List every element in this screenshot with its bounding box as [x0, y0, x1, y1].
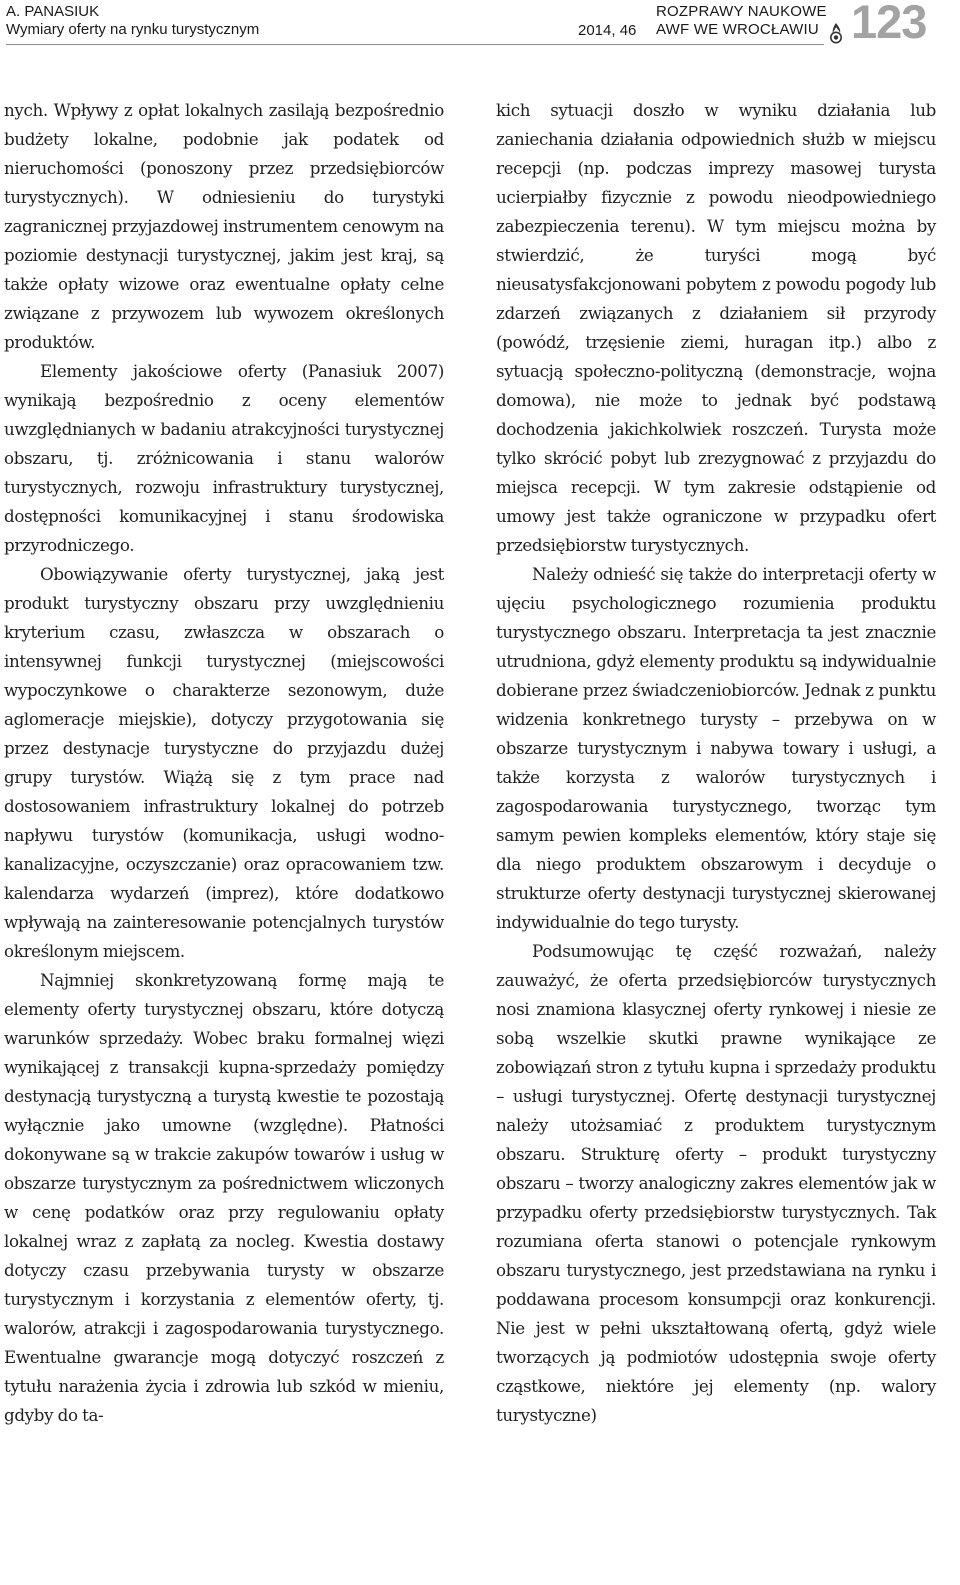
author-name: A. PANASIUK [6, 3, 100, 20]
journal-name-line-1: ROZPRAWY NAUKOWE [656, 3, 827, 20]
page-number: 123 [851, 0, 927, 48]
awf-flame-logo-icon [826, 22, 846, 44]
left-text-column [4, 96, 444, 1430]
journal-name-line-2: AWF WE WROCŁAWIU [656, 21, 819, 38]
page-header [0, 0, 960, 48]
header-rule [6, 44, 824, 45]
paragraph-right-1: kich sytuacji doszło w wyniku działania lub zaniechania działania odpowiednich służb w miejscu recepcji (np. podczas imprezy masowej turysta ucierpiałby fizycznie z powodu nieodpowiedniego zabezpieczenia terenu). W tym miejscu można by stwierdzić, że turyści mogą być nieusatysfakcjonowani pobytem z powodu pogody lub zdarzeń związanych z działaniem sił przyrody (powódź, trzęsienie ziemi, huragan itp.) albo z sytuacją społeczno-polityczną (demonstracje, wojna domowa), nie może to jednak być podstawą dochodzenia jakichkolwiek roszczeń. Turysta może tylko skrócić pobyt lub zrezygnować z przyjazdu do miejsca recepcji. W tym zakresie odstąpienie od umowy jest także ograniczone w przypadku ofert przedsiębiorstw turystycznych. [496, 100, 936, 555]
paragraph-left-2: Elementy jakościowe oferty (Panasiuk 2007) wynikają bezpośrednio z oceny elementów uwzględnianych w badaniu atrakcyjności turystycznej obszaru, tj. zróżnicowania i stanu walorów turystycznych, rozwoju infrastruktury turystycznej, dostępności komunikacyjnej i stanu środowiska przyrodniczego. [4, 361, 444, 555]
year-volume: 2014, 46 [578, 22, 637, 39]
journal-name [656, 3, 827, 39]
running-head-left [6, 3, 259, 39]
paragraph-left-1: nych. Wpływy z opłat lokalnych zasilają bezpośrednio budżety lokalne, podobnie jak podatek od nieruchomości (ponoszony przez przedsiębiorców turystycznych). W odniesieniu do turystyki zagranicznej przyjazdowej instrumentem cenowym na poziomie destynacji turystycznej, jakim jest kraj, są także opłaty wizowe oraz ewentualne opłaty celne związane z przywozem lub wywozem określonych produktów. [4, 100, 444, 352]
right-text-column [496, 96, 936, 1430]
article-title: Wymiary oferty na rynku turystycznym [6, 21, 260, 38]
paragraph-right-3: Podsumowując tę część rozważań, należy zauważyć, że oferta przedsiębiorców turystycznych nosi znamiona klasycznej oferty rynkowej i niesie ze sobą wszelkie skutki prawne wynikające ze zobowiązań stron z tytułu kupna i sprzedaży produktu – usługi turystycznej. Ofertę destynacji turystycznej należy utożsamiać z produktem turystycznym obszaru. Strukturę oferty – produkt turystyczny obszaru – tworzy analogiczny zakres elementów jak w przypadku oferty przedsiębiorstw turystycznych. Tak rozumiana oferta stanowi o potencjale rynkowym obszaru turystycznego, jest przedstawiana na rynku i poddawana procesom konsumpcji oraz konkurencji. Nie jest w pełni ukształtowaną ofertą, gdyż wiele tworzących ją podmiotów udostępnia swoje oferty cząstkowe, niektóre jej elementy (np. walory turystyczne) [496, 941, 936, 1425]
paragraph-left-4: Najmniej skonkretyzowaną formę mają te elementy oferty turystycznej obszaru, które dotyczą warunków sprzedaży. Wobec braku formalnej więzi wynikającej z transakcji kupna-sprzedaży pomiędzy destynacją turystyczną a turystą kwestie te pozostają wyłącznie jako umowne (względne). Płatności dokonywane są w trakcie zakupów towarów i usług w obszarze turystycznym za pośrednictwem wliczonych w cenę podatków oraz przy regulowaniu opłaty lokalnej wraz z zapłatą za nocleg. Kwestia dostawy dotyczy czasu przebywania turysty w obszarze turystycznym i korzystania z elementów oferty, tj. walorów, atrakcji i zagospodarowania turystycznego. Ewentualne gwarancje mogą dotyczyć roszczeń z tytułu narażenia życia i zdrowia lub szkód w mieniu, gdyby do ta- [4, 970, 444, 1425]
paragraph-left-3: Obowiązywanie oferty turystycznej, jaką jest produkt turystyczny obszaru przy uwzględnieniu kryterium czasu, zwłaszcza w obszarach o intensywnej funkcji turystycznej (miejscowości wypoczynkowe o charakterze sezonowym, duże aglomeracje miejskie), dotyczy przygotowania się przez destynacje turystyczne do przyjazdu dużej grupy turystów. Wiążą się z tym prace nad dostosowaniem infrastruktury lokalnej do potrzeb napływu turystów (komunikacja, usługi wodno-kanalizacyjne, oczyszczanie) oraz opracowaniem tzw. kalendarza wydarzeń (imprez), które dodatkowo wpływają na zainteresowanie potencjalnych turystów określonym miejscem. [4, 564, 444, 961]
paragraph-right-2: Należy odnieść się także do interpretacji oferty w ujęciu psychologicznego rozumienia produktu turystycznego obszaru. Interpretacja ta jest znacznie utrudniona, gdyż elementy produktu są indywidualnie dobierane przez świadczeniobiorców. Jednak z punktu widzenia konkretnego turysty – przebywa on w obszarze turystycznym i nabywa towary i usługi, a także korzysta z walorów turystycznych i zagospodarowania turystycznego, tworząc tym samym pewien kompleks elementów, który staje się dla niego produktem obszarowym i decyduje o strukturze oferty destynacji turystycznej skierowanej indywidualnie do tego turysty. [496, 564, 936, 932]
